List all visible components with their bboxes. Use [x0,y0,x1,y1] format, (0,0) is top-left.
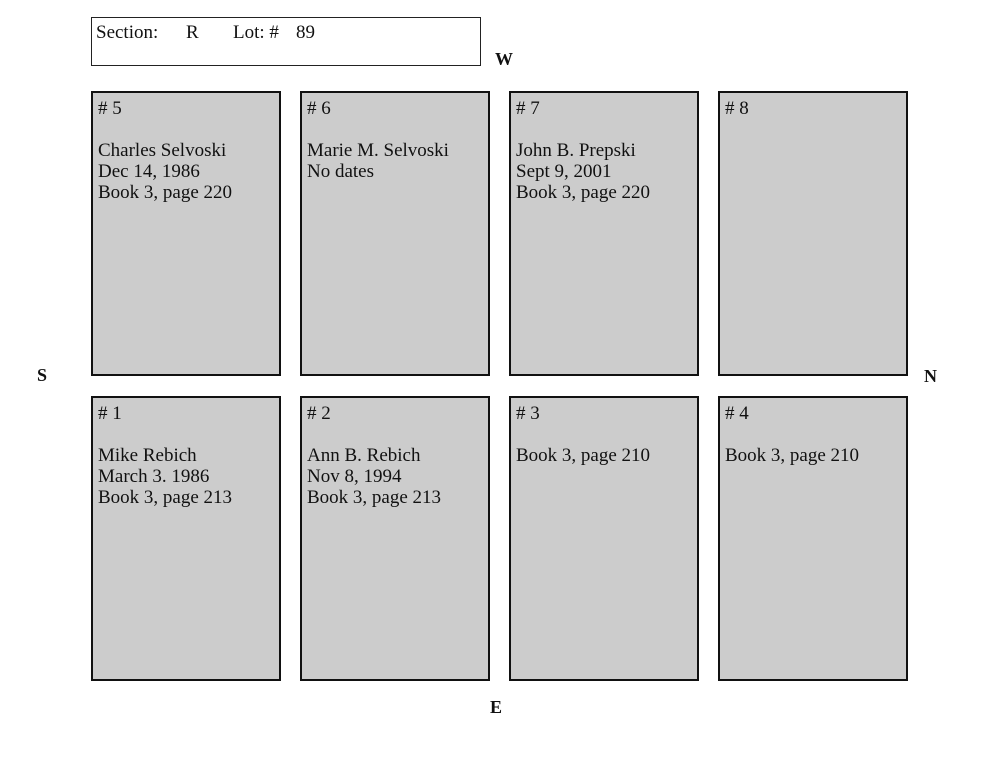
plot-7 [509,91,699,376]
section-label: Section: [96,22,159,43]
plot-number: # 5 [98,98,122,119]
plot-number: # 4 [725,403,749,424]
plot-6 [300,91,490,376]
plot-record: Book 3, page 220 [98,182,233,203]
plot-record: Book 3, page 220 [516,182,651,203]
plot-name: John B. Prepski [516,140,636,161]
plot-3 [509,396,699,681]
plot-5 [91,91,281,376]
plot-number: # 3 [516,403,540,424]
plot-date: Sept 9, 2001 [516,161,612,182]
plot-name: Marie M. Selvoski [307,140,449,161]
plot-number: # 6 [307,98,331,119]
plot-record: Book 3, page 210 [725,445,860,466]
plot-number: # 8 [725,98,749,119]
plot-number: # 2 [307,403,331,424]
lot-value: 89 [296,22,315,43]
compass-south: S [37,365,48,385]
compass-north: N [924,366,937,386]
plot-record: Book 3, page 213 [307,487,442,508]
plot-date: No dates [307,161,375,182]
section-value: R [186,22,199,43]
plot-record: Book 3, page 213 [98,487,233,508]
plot-name: Mike Rebich [98,445,197,466]
plot-4 [718,396,908,681]
plot-1 [91,396,281,681]
section-lot-header [91,17,481,66]
plot-date: March 3. 1986 [98,466,210,487]
plot-number: # 1 [98,403,122,424]
compass-east: E [490,697,503,717]
compass-west: W [495,49,513,69]
plot-name: Ann B. Rebich [307,445,421,466]
plot-8 [718,91,908,376]
plot-2 [300,396,490,681]
plot-number: # 7 [516,98,540,119]
plot-record: Book 3, page 210 [516,445,651,466]
lot-label: Lot: # [233,22,279,43]
plot-date: Nov 8, 1994 [307,466,402,487]
plot-date: Dec 14, 1986 [98,161,200,182]
plot-name: Charles Selvoski [98,140,227,161]
